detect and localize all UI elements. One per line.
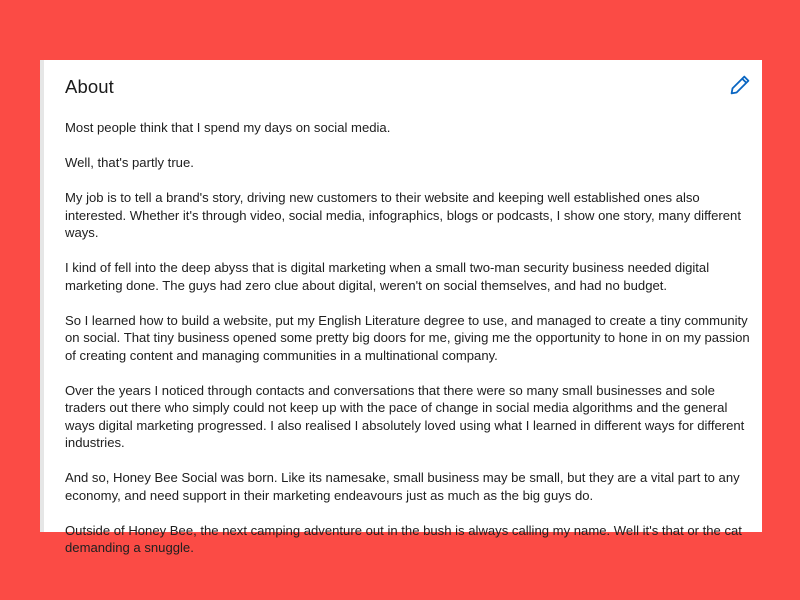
about-paragraph: My job is to tell a brand's story, driving new customers to their website and keeping well established ones also interested. Whether it's through video, social media, infographics, blogs or podcasts, I show one story, many different ways. <box>65 190 741 240</box>
about-paragraph: Over the years I noticed through contacts and conversations that there were so many small businesses and sole traders out there who simply could not keep up with the pace of change in social media algorithms and the general ways digital marketing progressed. I also realised I absolutely loved using what I learned in different ways for different industries. <box>65 382 745 450</box>
edit-about-button[interactable] <box>728 73 752 97</box>
about-description <box>65 119 755 557</box>
about-paragraph: So I learned how to build a website, put my English Literature degree to use, and managed to create a tiny community on social. That tiny business opened some pretty big doors for me, giving me the opportunity to hone in on my passion of creating content and managing communities in a multinational company. <box>65 312 750 363</box>
about-paragraph: Most people think that I spend my days on social media. <box>65 120 391 135</box>
about-paragraph: I kind of fell into the deep abyss that is digital marketing when a small two-man security business needed digital marketing done. The guys had zero clue about digital, weren't on social themselves, and had no budget. <box>65 260 710 293</box>
section-title: About <box>65 76 114 97</box>
about-paragraph: Well, that's partly true. <box>65 155 194 170</box>
about-section <box>40 60 762 555</box>
pencil-icon <box>728 73 752 97</box>
about-paragraph: Outside of Honey Bee, the next camping adventure out in the bush is always calling my name. Well it's that or the cat demanding a snuggle. <box>65 522 742 555</box>
about-paragraph: And so, Honey Bee Social was born. Like its namesake, small business may be small, but they are a vital part to any economy, and need support in their marketing endeavours just as much as the big guys do. <box>65 470 740 503</box>
